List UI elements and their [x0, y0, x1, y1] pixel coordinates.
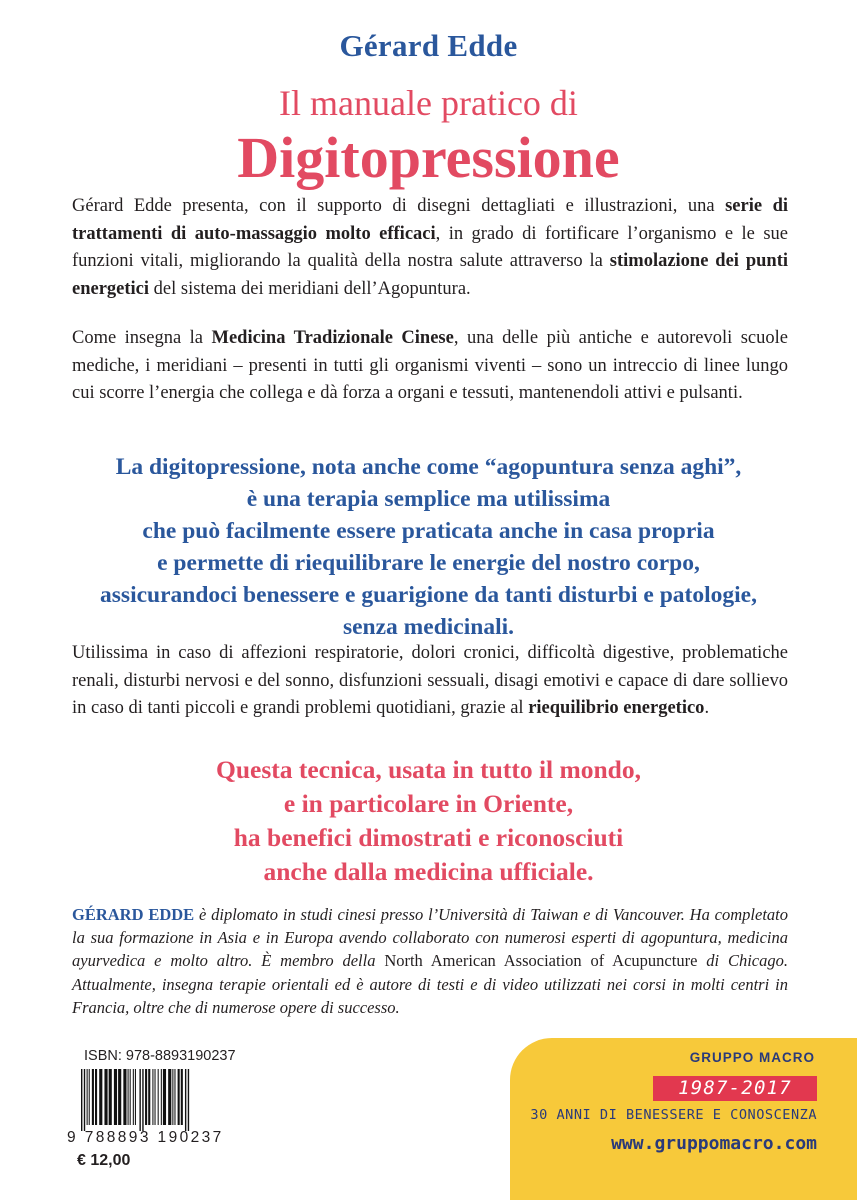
highlight-quote-pink: [40, 753, 817, 889]
paragraph-text: Gérard Edde presenta, con il supporto di disegni dettagliati e illustrazioni, una: [72, 196, 726, 216]
paragraph-text: , in grado di fortificare l’organismo e le sue funzioni vitali, migliorando la qualità della nostra salute attraverso la: [72, 223, 788, 271]
quote-line: che può facilmente essere praticata anche in casa propria: [142, 518, 715, 544]
isbn-label: ISBN: 978-8893190237: [84, 1048, 236, 1064]
benefits-paragraph: [72, 640, 788, 723]
publisher-group: GRUPPO MACRO: [689, 1050, 815, 1065]
title-line-1: Il manuale pratico di: [279, 83, 578, 123]
publisher-badge: [510, 1038, 857, 1200]
barcode-bar: [109, 1069, 112, 1125]
paragraph-text: Come insegna la: [72, 328, 212, 348]
highlight-quote-blue: [40, 451, 817, 643]
quote-line: anche dalla medicina ufficiale.: [263, 857, 594, 886]
paragraph-bold-text: serie di trattamenti di auto-massaggio molto efficaci: [72, 196, 788, 244]
barcode-bar: [104, 1069, 107, 1125]
barcode-bar: [178, 1069, 180, 1125]
barcode-bar: [84, 1069, 85, 1131]
bio-text: è diplomato in studi cinesi presso l’Università di Taiwan e di Vancouver. Ha completato la sua formazione in Asia e in Europa avendo collaborato con numerosi esperti di agopuntura, medicina ayurvedica e molto altro. È membro della: [72, 905, 788, 971]
quote-line: e in particolare in Oriente,: [283, 789, 574, 818]
paragraph-text: , una delle più antiche e autorevoli scuole mediche, i meridiani – presenti in tutti gli organismi viventi – sono un intreccio di linee lungo cui scorre l’energia che collega e dà forza a organi e tessuti, mantenendoli attivi e pulsanti.: [72, 328, 788, 403]
barcode-bar: [139, 1069, 140, 1131]
bio-organization: North American Association of Acupuncture: [384, 951, 698, 971]
quote-line: senza medicinali.: [342, 614, 515, 640]
barcode-bar: [172, 1069, 173, 1125]
barcode-bar: [130, 1069, 131, 1125]
barcode-bar: [89, 1069, 90, 1125]
barcode-bar: [118, 1069, 121, 1125]
barcode-bar: [161, 1069, 162, 1125]
paragraph-text: del sistema dei meridiani dell’Agopuntura.: [149, 278, 471, 299]
barcode-digits: 9 788893 190237: [67, 1129, 224, 1146]
bio-text: di Chicago. Attualmente, insegna terapie orientali ed è autore di testi e di video utilizzati nei corsi in molti centri in Francia, oltre che di numerose opere di successo.: [72, 951, 788, 1017]
barcode-bar: [155, 1069, 156, 1125]
barcode-bar: [163, 1069, 166, 1125]
bio-author-name: GÉRARD EDDE: [72, 905, 195, 924]
paragraph-text: Utilissima in caso di affezioni respiratorie, dolori cronici, difficoltà digestive, problematiche renali, disturbi nervosi e del sonno, disfunzioni sessuali, disagi emotivi e capace di dare sollievo in caso di tanti piccoli e grandi problemi quotidiani, grazie al: [72, 643, 788, 718]
barcode-bar: [174, 1069, 175, 1125]
quote-line: è una terapia semplice ma utilissima: [246, 486, 611, 512]
barcode-bar: [188, 1069, 189, 1131]
barcode-bar: [99, 1069, 102, 1125]
publisher-tagline: 30 ANNI DI BENESSERE E CONOSCENZA: [530, 1107, 817, 1123]
quote-line: La digitopressione, nota anche come “agopuntura senza aghi”,: [115, 454, 742, 480]
barcode-block: [67, 1044, 257, 1171]
barcode-bar: [133, 1069, 134, 1125]
paragraph-bold-text: riequilibrio energetico: [528, 698, 705, 718]
intro-paragraph: [72, 193, 788, 303]
barcode-bar: [145, 1069, 147, 1125]
barcode-bar: [185, 1069, 186, 1131]
barcode-bar: [95, 1069, 97, 1125]
quote-line: assicurandoci benessere e guarigione da tanti disturbi e patologie,: [100, 582, 757, 608]
title-main: Digitopressione: [237, 125, 620, 190]
price: € 12,00: [77, 1152, 131, 1169]
barcode-bar: [168, 1069, 171, 1125]
quote-line: Questa tecnica, usata in tutto il mondo,: [215, 755, 641, 784]
barcode-bar: [81, 1069, 82, 1131]
barcode-bar: [181, 1069, 183, 1125]
publisher-website[interactable]: www.gruppomacro.com: [611, 1133, 817, 1154]
paragraph-bold-text: stimolazione dei punti energetici: [72, 251, 788, 299]
author-name: Gérard Edde: [339, 28, 518, 63]
mtc-paragraph: [72, 325, 788, 408]
paragraph-text: .: [704, 698, 710, 718]
anniversary-years: 1987-2017: [653, 1076, 817, 1101]
barcode-bar: [158, 1069, 159, 1125]
barcode-icon: [67, 1069, 257, 1131]
author-bio: [72, 903, 788, 1019]
quote-line: e permette di riequilibrare le energie del nostro corpo,: [157, 550, 700, 576]
barcode-bar: [148, 1069, 150, 1125]
barcode-bar: [142, 1069, 143, 1131]
barcode-bar: [152, 1069, 153, 1125]
paragraph-bold-text: Medicina Tradizionale Cinese: [211, 328, 454, 348]
barcode-bar: [128, 1069, 129, 1125]
barcode-bar: [92, 1069, 94, 1125]
barcode-bar: [135, 1069, 136, 1125]
barcode-bar: [123, 1069, 126, 1125]
barcode-bar: [87, 1069, 88, 1125]
barcode-bar: [114, 1069, 117, 1125]
quote-line: ha benefici dimostrati e riconosciuti: [233, 823, 624, 852]
